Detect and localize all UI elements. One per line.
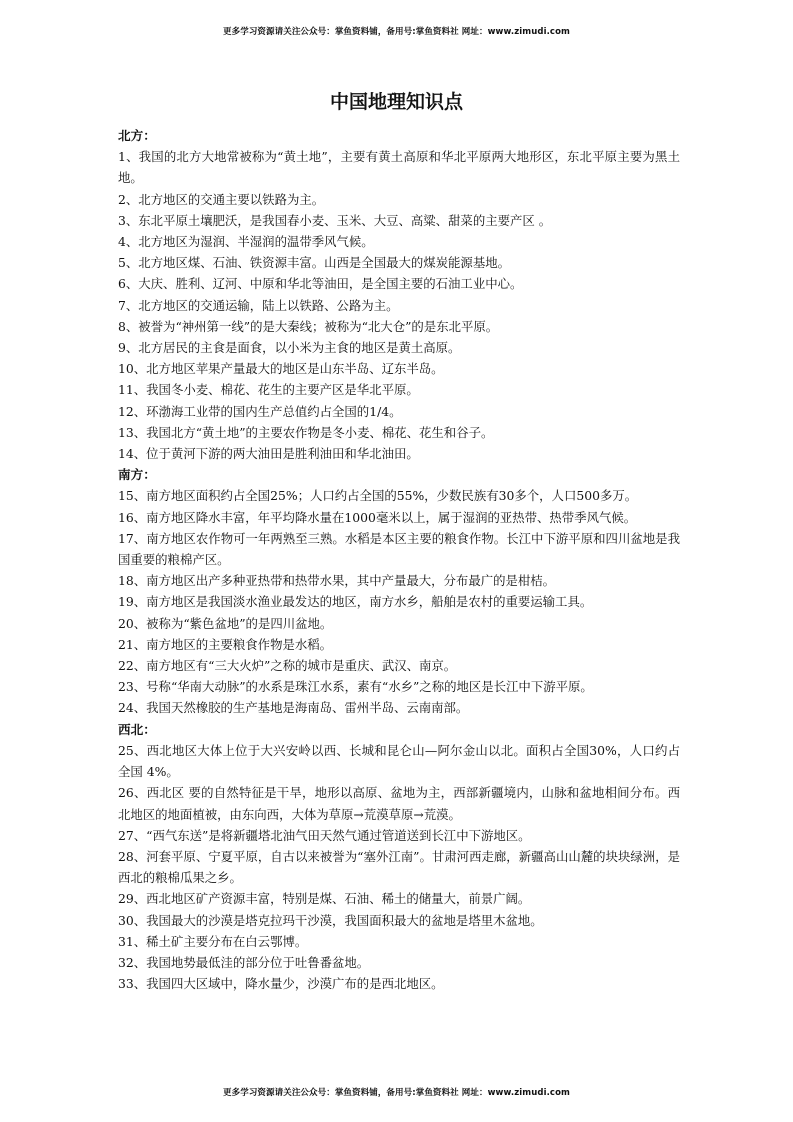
section-south <box>118 464 680 718</box>
header-note: 更多学习资源请关注公众号：掌鱼资料铺，备用号:掌鱼资料社 网址：www.zimudi.com <box>223 27 570 37</box>
list-item: 13、我国北方“黄土地”的主要农作物是冬小麦、棉花、花生和谷子。 <box>118 424 494 440</box>
list-item: 31、稀土矿主要分布在白云鄂博。 <box>118 933 308 949</box>
list-item: 8、被誉为“神州第一线”的是大秦线；被称为“北大仓”的是东北平原。 <box>118 318 499 334</box>
list-item: 27、“西气东送”是将新疆塔北油气田天然气通过管道送到长江中下游地区。 <box>118 827 531 843</box>
list-item: 5、北方地区煤、石油、铁资源丰富。山西是全国最大的煤炭能源基地。 <box>118 255 510 271</box>
list-item: 23、号称“华南大动脉”的水系是珠江水系，素有“水乡”之称的地区是长江中下游平原。 <box>118 679 593 695</box>
list-item: 3、东北平原土壤肥沃，是我国春小麦、玉米、大豆、高粱、甜菜的主要产区 。 <box>118 212 552 228</box>
list-item: 24、我国天然橡胶的生产基地是海南岛、雷州半岛、云南南部。 <box>118 700 469 716</box>
list-item: 1、我国的北方大地常被称为“黄土地”，主要有黄土高原和华北平原两大地形区，东北平原主要为黑土地。 <box>118 149 680 186</box>
list-item: 29、西北地区矿产资源丰富，特别是煤、石油、稀土的储量大，前景广阔。 <box>118 891 531 907</box>
list-item: 15、南方地区面积约占全国25%；人口约占全国的55%，少数民族有30多个，人口500多万。 <box>118 488 638 504</box>
section-northwest <box>118 719 680 995</box>
list-item: 11、我国冬小麦、棉花、花生的主要产区是华北平原。 <box>118 382 419 398</box>
document-title: 中国地理知识点 <box>329 91 463 113</box>
list-item: 19、南方地区是我国淡水渔业最发达的地区，南方水乡，船舶是农村的重要运输工具。 <box>118 594 593 610</box>
section-heading-south: 南方： <box>118 467 156 483</box>
list-item: 30、我国最大的沙漠是塔克拉玛干沙漠，我国面积最大的盆地是塔里木盆地。 <box>118 912 543 928</box>
list-item: 28、河套平原、宁夏平原，自古以来被誉为“塞外江南”。甘肃河西走廊，新疆高山山麓的块块绿洲，是西北的粮棉瓜果之乡。 <box>118 848 680 886</box>
list-item: 18、南方地区出产多种亚热带和热带水果，其中产量最大，分布最广的是柑桔。 <box>118 573 556 589</box>
list-item: 14、位于黄河下游的两大油田是胜利油田和华北油田。 <box>118 446 419 462</box>
list-item: 10、北方地区苹果产量最大的地区是山东半岛、辽东半岛。 <box>118 361 444 377</box>
list-item: 33、我国四大区域中，降水量少，沙漠广布的是西北地区。 <box>118 976 444 992</box>
section-north <box>118 125 680 464</box>
list-item: 2、北方地区的交通主要以铁路为主。 <box>118 191 325 207</box>
list-item: 16、南方地区降水丰富，年平均降水量在1000毫米以上，属于湿润的亚热带、热带季风气候。 <box>118 509 637 525</box>
list-item: 22、南方地区有“三大火炉”之称的城市是重庆、武汉、南京。 <box>118 658 457 674</box>
document-body <box>118 125 680 994</box>
list-item: 17、南方地区农作物可一年两熟至三熟。水稻是本区主要的粮食作物。长江中下游平原和四川盆地是我国重要的粮棉产区。 <box>118 530 680 568</box>
footer-note: 更多学习资源请关注公众号：掌鱼资料铺，备用号:掌鱼资料社 网址：www.zimudi.com <box>223 1088 570 1098</box>
section-heading-northwest: 西北： <box>118 721 156 737</box>
list-item: 21、南方地区的主要粮食作物是水稻。 <box>118 636 333 652</box>
list-item: 25、西北地区大体上位于大兴安岭以西、长城和昆仑山—阿尔金山以北。面积占全国30%，人口约占全国 4%。 <box>118 742 680 780</box>
section-heading-north: 北方： <box>118 128 156 143</box>
list-item: 6、大庆、胜利、辽河、中原和华北等油田，是全国主要的石油工业中心。 <box>118 276 523 292</box>
list-item: 9、北方居民的主食是面食，以小米为主食的地区是黄土高原。 <box>118 340 461 356</box>
list-item: 26、西北区 要的自然特征是干旱，地形以高原、盆地为主，西部新疆境内，山脉和盆地相间分布。西北地区的地面植被，由东向西，大体为草原→荒漠草原→荒漠。 <box>118 785 680 822</box>
list-item: 32、我国地势最低洼的部分位于吐鲁番盆地。 <box>118 954 370 970</box>
list-item: 12、环渤海工业带的国内生产总值约占全国的1/4。 <box>118 403 402 419</box>
list-item: 4、北方地区为湿润、半湿润的温带季风气候。 <box>118 234 374 250</box>
list-item: 20、被称为“紫色盆地”的是四川盆地。 <box>118 615 333 631</box>
list-item: 7、北方地区的交通运输，陆上以铁路、公路为主。 <box>118 297 399 313</box>
